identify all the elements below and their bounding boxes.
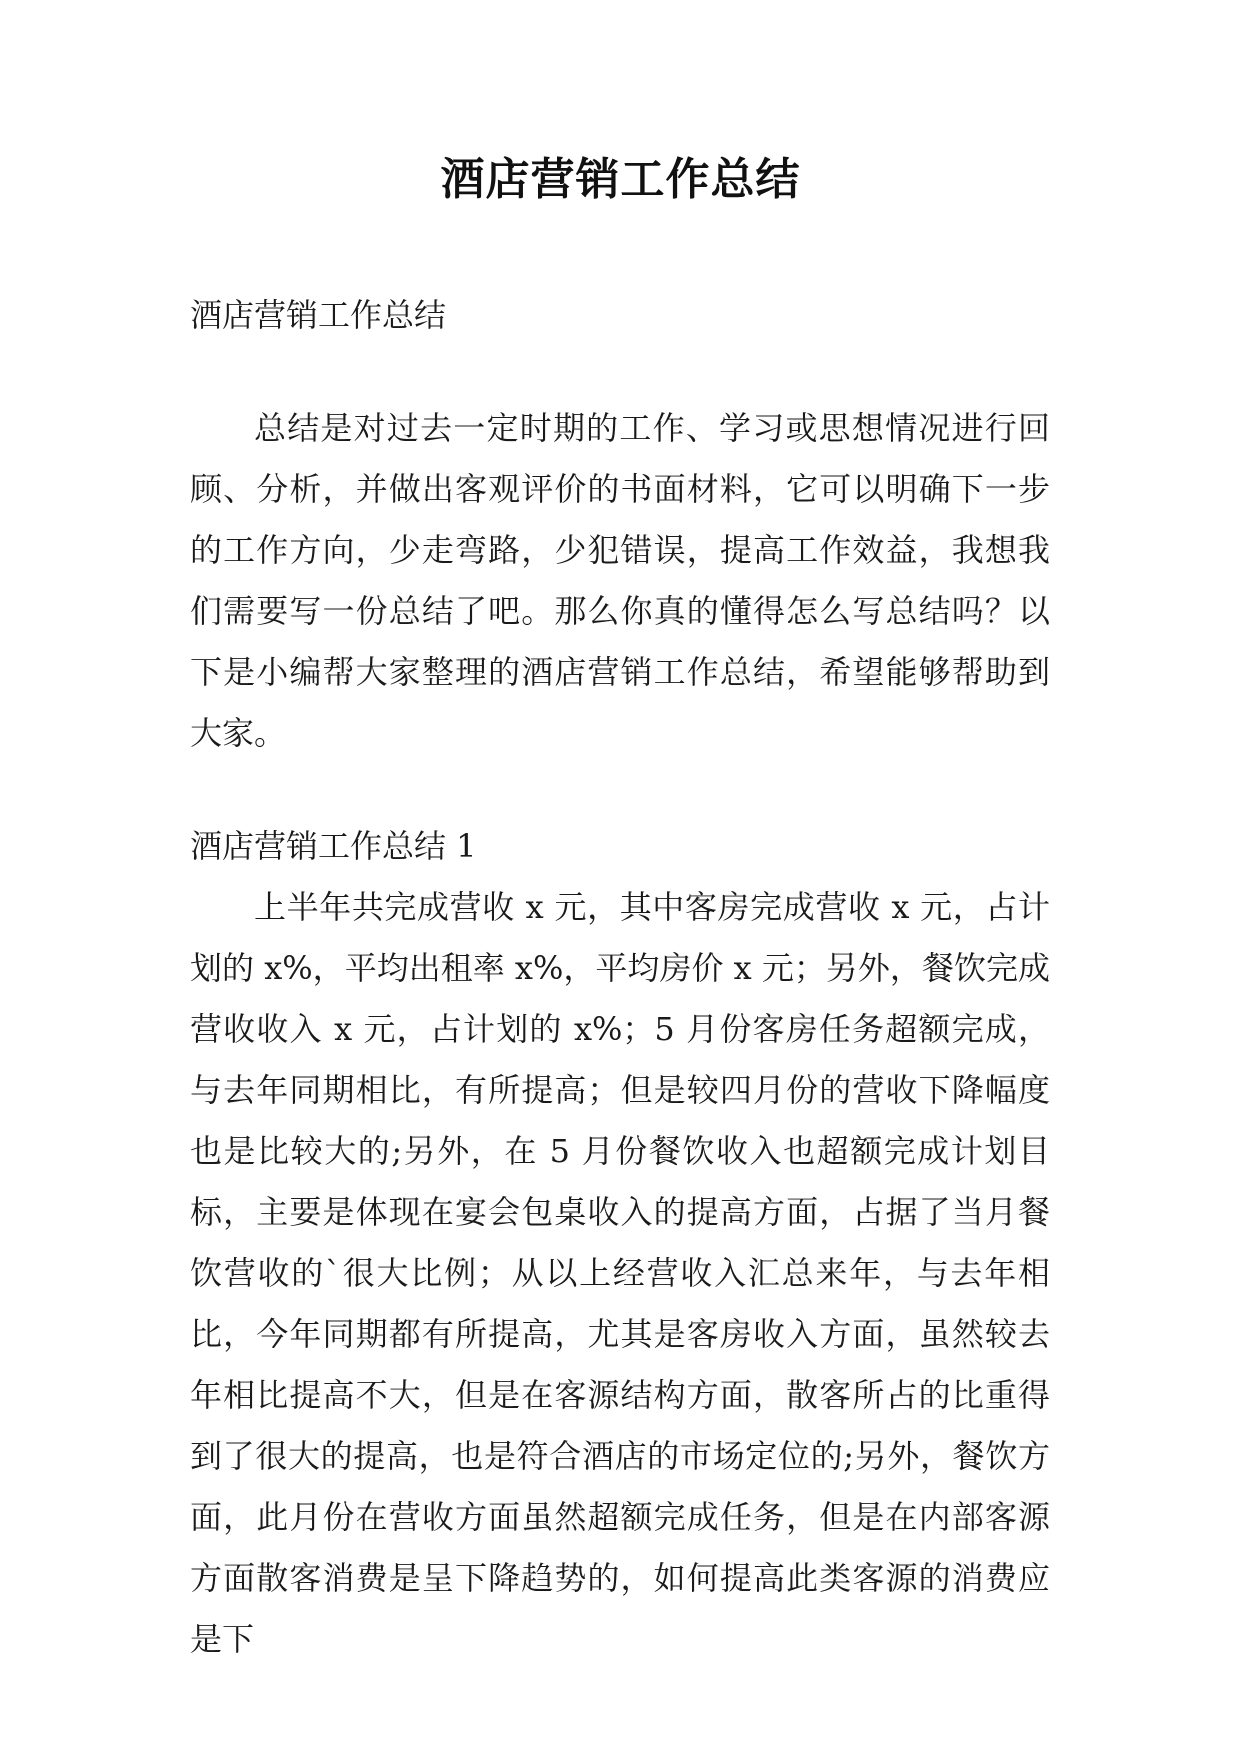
document-title: 酒店营销工作总结 [440,154,801,205]
intro-paragraph: 总结是对过去一定时期的工作、学习或思想情况进行回顾、分析，并做出客观评价的书面材料，它可以明确下一步的工作方向，少走弯路，少犯错误，提高工作效益，我想我们需要写一份总结了吧。那么你真的懂得怎么写总结吗？以下是小编帮大家整理的酒店营销工作总结，希望能够帮助到大家。 [190,409,1050,752]
document-subtitle: 酒店营销工作总结 [190,296,447,334]
section-paragraph: 上半年共完成营收 x 元，其中客房完成营收 x 元，占计划的 x%，平均出租率 x%，平均房价 x 元；另外，餐饮完成营收收入 x 元，占计划的 x%；5 月份客房任务超额完成，与去年同期相比，有所提高；但是较四月份的营收下降幅度也是比较大的;另外，在 5 月份餐饮收入也超额完成计划目标，主要是体现在宴会包桌收入的提高方面，占据了当月餐饮营收的`很大比例；从以上经营收入汇总来年，与去年相比，今年同期都有所提高，尤其是客房收入方面，虽然较去年相比提高不大，但是在客源结构方面，散客所占的比重得到了很大的提高，也是符合酒店的市场定位的;另外，餐饮方面，此月份在营收方面虽然超额完成任务，但是在内部客源方面散客消费是呈下降趋势的，如何提高此类客源的消费应是下 [190,888,1050,1658]
section-heading: 酒店营销工作总结 1 [190,827,477,865]
document-body [190,285,1050,1670]
